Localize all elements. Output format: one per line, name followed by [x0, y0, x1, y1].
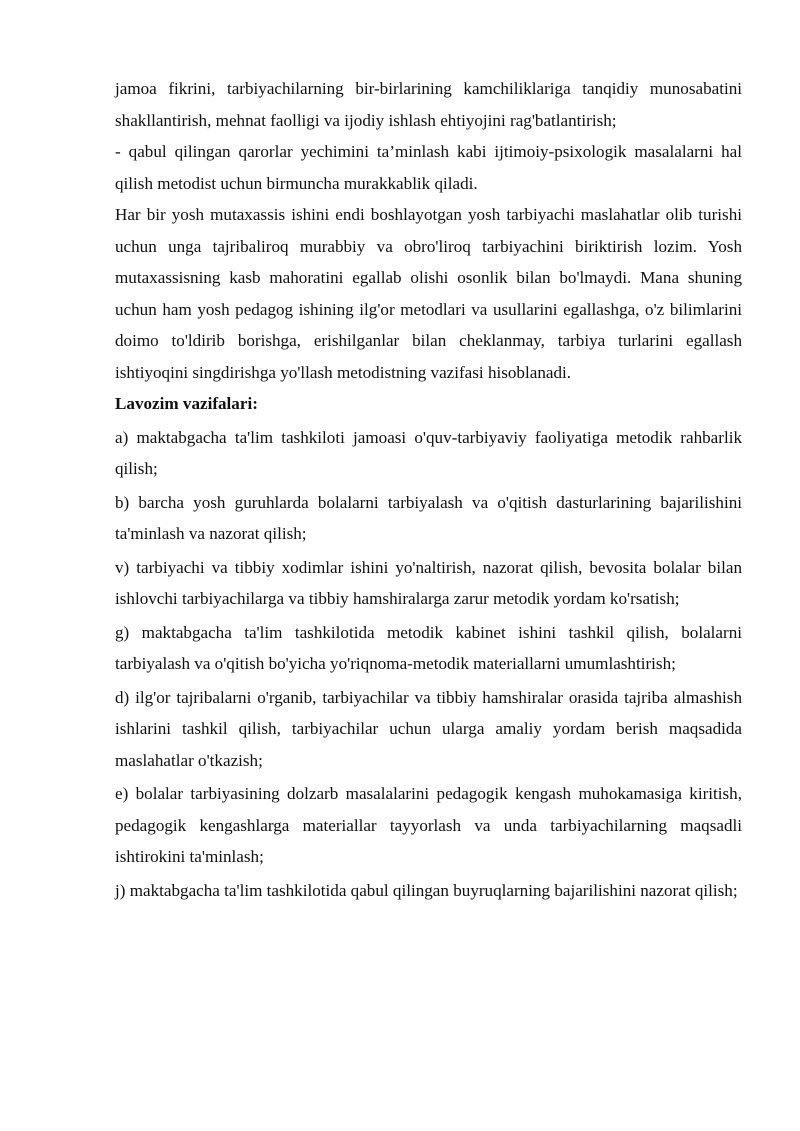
section-heading: Lavozim vazifalari: — [115, 394, 258, 413]
duty-item-b: b) barcha yosh guruhlarda bolalarni tarbiyalash va o'qitish dasturlarining bajarilishini ta'minlash va nazorat qilish; — [115, 492, 742, 543]
duty-item-a: a) maktabgacha ta'lim tashkiloti jamoasi o'quv-tarbiyaviy faoliyatiga metodik rahbarlik qilish; — [115, 427, 742, 478]
duty-item-e: e) bolalar tarbiyasining dolzarb masalalarini pedagogik kengash muhokamasiga kiritish, pedagogik kengashlarga materiallar tayyorlash va unda tarbiyachilarning maqsadli ishtirokini ta'minlash; — [115, 784, 742, 866]
duty-item-d: d) ilg'or tajribalarni o'rganib, tarbiyachilar va tibbiy hamshiralar orasida tajriba almashish ishlarini tashkil qilish, tarbiyachilar uchun ularga amaliy yordam berish maqsadida maslahatlar o'tkazish; — [115, 687, 742, 770]
paragraph-1: jamoa fikrini, tarbiyachilarning bir-birlarining kamchiliklariga tanqidiy munosabatini shakllantirish, mehnat faolligi va ijodiy ishlash ehtiyojini rag'batlantirish; — [115, 79, 742, 130]
duty-item-g: g) maktabgacha ta'lim tashkilotida metodik kabinet ishini tashkil qilish, bolalarni tarbiyalash va o'qitish bo'yicha yo'riqnoma-metodik materiallarni umumlashtirish; — [115, 622, 742, 673]
duty-item-j: j) maktabgacha ta'lim tashkilotida qabul qilingan buyruqlarning bajarilishini nazorat qilish; — [115, 880, 738, 900]
paragraph-2: - qabul qilingan qarorlar yechimini ta’minlash kabi ijtimoiy-psixologik masalalarni hal qilish metodist uchun birmuncha murakkablik qiladi. — [115, 142, 742, 193]
document-page — [115, 73, 742, 906]
paragraph-3: Har bir yosh mutaxassis ishini endi boshlayotgan yosh tarbiyachi maslahatlar olib turishi uchun unga tajribaliroq murabbiy va obro'liroq tarbiyachini biriktirish lozim. Yosh mutaxassisning kasb mahoratini egallab olishi osonlik bilan bo'lmaydi. Mana shuning uchun ham yosh pedagog ishining ilg'or metodlari va usullarini egallashga, o'z bilimlarini doimo to'ldirib borishga, erishilganlar bilan cheklanmay, tarbiya turlarini egallash ishtiyoqini singdirishga yo'llash metodistning vazifasi hisoblanadi. — [115, 205, 742, 382]
duty-item-v: v) tarbiyachi va tibbiy xodimlar ishini yo'naltirish, nazorat qilish, bevosita bolalar bilan ishlovchi tarbiyachilarga va tibbiy hamshiralarga zarur metodik yordam ko'rsatish; — [115, 557, 742, 608]
